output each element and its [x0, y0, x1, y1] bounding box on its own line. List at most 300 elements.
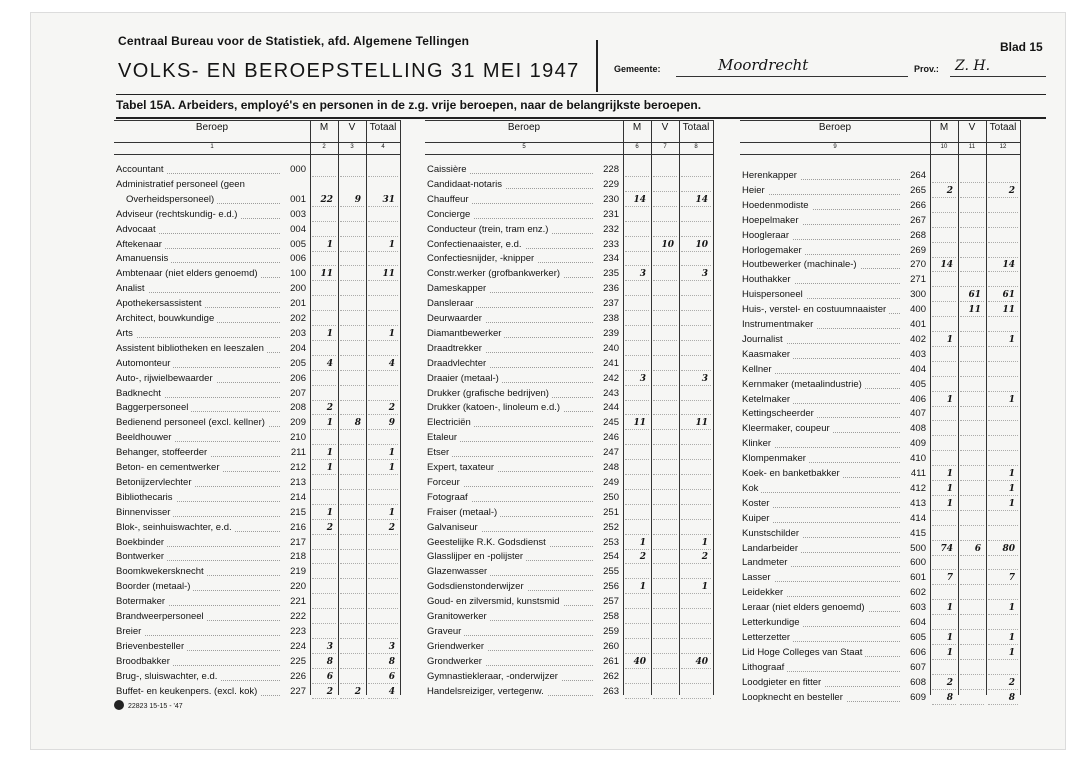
column-divider [338, 120, 339, 695]
occupation-name: Automonteur [116, 358, 173, 370]
field-underline [340, 577, 364, 579]
field-underline [681, 294, 711, 296]
value-totaal: 10 [695, 239, 708, 250]
column-header-m: M [939, 122, 949, 133]
occupation-code: 234 [603, 253, 619, 265]
dot-leader [118, 336, 280, 338]
occupation-name: Godsdienstonderwijzer [427, 581, 527, 593]
organization-name: Centraal Bureau voor de Statistiek, afd. Algemene Tellingen [118, 34, 470, 48]
value-m: 1 [326, 507, 333, 518]
occupation-name: Confectienaaister, e.d. [427, 239, 525, 251]
field-underline [681, 473, 711, 475]
occupation-code: 222 [290, 611, 306, 622]
value-totaal: 1 [1008, 334, 1015, 345]
column-divider [623, 120, 624, 695]
occupation-code: 268 [910, 229, 926, 241]
occupation-name: Conducteur (trein, tram enz.) [427, 224, 551, 236]
field-underline [960, 256, 984, 258]
header-line-mid [740, 142, 1020, 143]
field-underline [625, 220, 649, 222]
occupation-name: Draadtrekker [427, 343, 485, 355]
column-header-v: V [661, 122, 669, 133]
occupation-name: Journalist [742, 334, 786, 346]
occupation-name: Accountant [116, 164, 167, 176]
value-totaal: 14 [695, 194, 708, 205]
field-underline [340, 518, 364, 520]
value-totaal: 11 [1002, 305, 1015, 316]
value-m: 2 [326, 403, 333, 414]
field-underline [625, 399, 649, 401]
field-underline [653, 190, 677, 192]
occupation-code: 219 [290, 566, 306, 578]
field-underline [368, 309, 398, 311]
field-underline [625, 339, 649, 341]
field-underline [988, 449, 1018, 451]
occupation-code: 414 [910, 512, 926, 524]
column-header-m: M [319, 122, 329, 133]
field-underline [988, 598, 1018, 600]
dot-leader [744, 491, 900, 493]
occupation-name: Lasser [742, 572, 774, 584]
occupation-name: Overheidspersoneel) [126, 194, 217, 206]
column-header-m: M [632, 122, 642, 133]
field-underline [988, 241, 1018, 243]
field-underline [625, 235, 649, 237]
occupation-name: Herenkapper [742, 170, 800, 182]
occupation-code: 259 [603, 625, 619, 637]
occupation-name: Kaasmaker [742, 349, 793, 361]
occupation-name: Dansleraar [427, 298, 476, 310]
value-m: 74 [940, 543, 953, 554]
field-underline [653, 235, 677, 237]
occupation-code: 208 [290, 402, 306, 414]
field-underline [340, 652, 364, 654]
occupation-name: Kernmaker (metaalindustrie) [742, 379, 865, 391]
field-underline [368, 235, 398, 237]
occupation-code: 003 [290, 208, 306, 220]
column-header-beroep: Beroep [195, 122, 229, 133]
field-underline [932, 360, 956, 362]
field-underline [681, 607, 711, 609]
field-underline [932, 390, 956, 392]
value-m: 1 [326, 463, 333, 473]
value-m: 40 [633, 656, 646, 667]
value-totaal: 2 [1008, 185, 1015, 196]
occupation-name: Lid Hoge Colleges van Staat [742, 647, 865, 659]
field-underline [312, 309, 336, 311]
occupation-name: Koster [742, 498, 772, 510]
occupation-name: Diamantbewerker [427, 328, 504, 340]
field-underline [960, 270, 984, 272]
value-totaal: 2 [388, 522, 395, 533]
occupation-name: Klompenmaker [742, 453, 809, 465]
field-underline [340, 324, 364, 326]
occupation-name: Draaier (metaal-) [427, 373, 502, 385]
field-underline [681, 697, 711, 699]
value-m: 3 [639, 269, 646, 280]
occupation-code: 005 [290, 238, 306, 250]
field-underline [653, 309, 677, 311]
field-underline [681, 518, 711, 520]
field-underline [368, 443, 398, 445]
field-underline [625, 413, 649, 415]
occupation-code: 229 [603, 178, 619, 190]
occupation-code: 248 [603, 462, 619, 473]
field-underline [653, 339, 677, 341]
occupation-name: Kok [742, 483, 761, 495]
occupation-name: Broodbakker [116, 656, 173, 668]
column-header-v: V [348, 122, 356, 133]
field-underline [368, 264, 398, 266]
occupation-name: Etser [427, 447, 452, 459]
occupation-name: Leraar (niet elders genoemd) [742, 602, 868, 614]
field-underline [340, 667, 364, 669]
value-totaal: 1 [388, 507, 395, 518]
field-underline [625, 324, 649, 326]
field-underline [653, 294, 677, 296]
occupation-code: 221 [290, 596, 306, 608]
occupation-name: Apothekersassistent [116, 298, 205, 310]
occupation-code: 203 [290, 327, 306, 339]
occupation-name: Boorder (metaal-) [116, 581, 193, 593]
occupation-code: 254 [603, 551, 619, 563]
field-underline [932, 226, 956, 228]
occupation-code: 402 [910, 333, 926, 345]
field-underline [653, 562, 677, 564]
occupation-code: 214 [290, 491, 306, 503]
occupation-name: Chauffeur [427, 194, 472, 206]
field-underline [340, 175, 364, 177]
field-underline [681, 235, 711, 237]
field-underline [340, 503, 364, 505]
field-underline [653, 622, 677, 624]
field-underline [932, 539, 956, 541]
occupation-code: 253 [603, 536, 619, 548]
field-underline [988, 211, 1018, 213]
field-underline [681, 533, 711, 535]
value-totaal: 3 [701, 269, 708, 280]
gemeente-underline [676, 76, 908, 77]
value-totaal: 3 [701, 373, 708, 384]
field-underline [340, 548, 364, 550]
field-underline [653, 682, 677, 684]
field-underline [625, 473, 649, 475]
occupation-name: Kettingscheerder [742, 408, 817, 420]
field-underline [312, 503, 336, 505]
column-divider [1020, 120, 1021, 695]
field-underline [368, 324, 398, 326]
field-underline [681, 577, 711, 579]
value-v: 9 [354, 194, 361, 205]
field-underline [625, 175, 649, 177]
field-underline [340, 235, 364, 237]
occupation-code: 206 [290, 372, 306, 384]
field-underline [625, 443, 649, 445]
field-underline [681, 354, 711, 356]
occupation-name: Drukker (katoen-, linoleum e.d.) [427, 402, 563, 414]
occupation-code: 247 [603, 447, 619, 459]
column-number: 9 [833, 144, 837, 150]
occupation-name: Glasslijper en -polijster [427, 551, 526, 563]
header-divider [596, 40, 598, 92]
occupation-name: Lithograaf [742, 662, 787, 674]
occupation-name: Beeldhouwer [116, 432, 174, 444]
field-underline [653, 548, 677, 550]
province-label: Prov.: [914, 64, 939, 74]
occupation-name: Galvaniseur [427, 522, 481, 534]
value-totaal: 7 [1008, 573, 1015, 584]
occupation-code: 233 [603, 238, 619, 250]
occupation-name: Beton- en cementwerker [116, 462, 223, 474]
field-underline [653, 443, 677, 445]
occupation-name: Badknecht [116, 388, 164, 400]
occupation-name: Kunstschilder [742, 528, 802, 540]
occupation-code: 265 [910, 184, 926, 196]
value-m: 3 [639, 373, 646, 384]
field-underline [312, 384, 336, 386]
occupation-name: Caissière [427, 164, 470, 176]
header-line-bottom [740, 154, 1020, 155]
occupation-name: Brug-, sluiswachter, e.d. [116, 671, 220, 683]
field-underline [368, 354, 398, 356]
field-underline [960, 419, 984, 421]
field-underline [312, 235, 336, 237]
field-underline [960, 628, 984, 630]
field-underline [932, 375, 956, 377]
occupation-name: Instrumentmaker [742, 319, 816, 331]
occupation-code: 264 [910, 170, 926, 181]
occupation-code: 262 [603, 670, 619, 682]
occupation-code: 223 [290, 625, 306, 637]
sheet-number: Blad 15 [1000, 40, 1043, 54]
occupation-name: Drukker (grafische bedrijven) [427, 388, 552, 400]
occupation-name: Boekbinder [116, 537, 167, 549]
occupation-name: Houthakker [742, 274, 794, 286]
occupation-name: Huis-, verstel- en costuumnaaister [742, 304, 889, 316]
occupation-name: Houtbewerker (machinale-) [742, 259, 860, 271]
occupation-name: Adviseur (rechtskundig- e.d.) [116, 209, 240, 221]
field-underline [312, 607, 336, 609]
occupation-code: 412 [910, 482, 926, 494]
field-underline [681, 220, 711, 222]
occupation-code: 216 [290, 521, 306, 533]
occupation-name: Constr.werker (grofbankwerker) [427, 268, 563, 280]
field-underline [312, 488, 336, 490]
occupation-code: 240 [603, 342, 619, 354]
occupation-name: Auto-, rijwielbewaarder [116, 373, 216, 385]
occupation-code: 269 [910, 244, 926, 256]
value-m: 4 [326, 358, 333, 369]
value-totaal: 31 [382, 194, 395, 205]
field-underline [960, 643, 984, 645]
field-underline [681, 190, 711, 192]
occupation-code: 202 [290, 313, 306, 324]
field-underline [312, 443, 336, 445]
occupation-code: 204 [290, 342, 306, 354]
column-header-v: V [968, 122, 976, 133]
field-underline [625, 682, 649, 684]
occupation-code: 228 [603, 164, 619, 175]
occupation-code: 605 [910, 631, 926, 643]
field-underline [932, 434, 956, 436]
value-totaal: 1 [1008, 647, 1015, 658]
field-underline [653, 369, 677, 371]
value-totaal: 1 [388, 448, 395, 459]
field-underline [960, 241, 984, 243]
field-underline [960, 464, 984, 466]
occupation-code: 608 [910, 676, 926, 688]
occupation-name: Griendwerker [427, 641, 487, 653]
value-m: 22 [320, 194, 333, 205]
occupation-name: Concierge [427, 209, 473, 221]
value-m: 1 [946, 334, 953, 345]
field-underline [681, 652, 711, 654]
occupation-name: Blok-, seinhuiswachter, e.d. [116, 522, 235, 534]
value-m: 1 [946, 469, 953, 479]
occupation-name: Handelsreiziger, vertegenw. [427, 686, 547, 698]
field-underline [932, 330, 956, 332]
field-underline [340, 413, 364, 415]
field-underline [340, 458, 364, 460]
print-code: 22823 15-15 - '47 [128, 703, 183, 710]
occupation-code: 220 [290, 581, 306, 593]
header-line-top [425, 120, 713, 121]
field-underline [368, 637, 398, 639]
field-underline [625, 369, 649, 371]
field-underline [988, 434, 1018, 436]
occupation-code: 215 [290, 506, 306, 518]
value-m: 1 [326, 448, 333, 459]
field-underline [340, 562, 364, 564]
field-underline [653, 354, 677, 356]
occupation-code: 226 [290, 670, 306, 682]
field-underline [960, 479, 984, 481]
value-totaal: 61 [1002, 290, 1015, 301]
field-underline [653, 279, 677, 281]
value-totaal: 2 [701, 552, 708, 563]
occupation-name: Granitowerker [427, 611, 490, 623]
field-underline [312, 264, 336, 266]
value-m: 2 [946, 677, 953, 688]
value-totaal: 8 [1008, 692, 1015, 703]
field-underline [368, 384, 398, 386]
occupation-code: 236 [603, 283, 619, 295]
occupation-name: Koek- en banketbakker [742, 468, 843, 480]
field-underline [625, 518, 649, 520]
occupation-name: Candidaat-notaris [427, 179, 505, 191]
occupation-code: 004 [290, 223, 306, 235]
occupation-code: 232 [603, 223, 619, 235]
column-header-totaal: Totaal [682, 122, 710, 133]
occupation-name: Glazenwasser [427, 566, 490, 578]
field-underline [960, 330, 984, 332]
header-rule [116, 94, 1046, 95]
occupation-code: 413 [910, 497, 926, 509]
field-underline [988, 524, 1018, 526]
occupation-code: 257 [603, 596, 619, 608]
occupation-code: 400 [910, 304, 926, 316]
value-m: 6 [326, 671, 333, 682]
value-m: 2 [326, 686, 333, 697]
value-m: 1 [326, 418, 333, 429]
field-underline [340, 354, 364, 356]
field-underline [653, 264, 677, 266]
form-title: VOLKS- EN BEROEPSTELLING 31 MEI 1947 [118, 60, 580, 82]
occupation-code: 609 [910, 691, 926, 703]
occupation-code: 235 [603, 268, 619, 280]
value-totaal: 1 [388, 463, 395, 473]
field-underline [960, 583, 984, 585]
field-underline [625, 488, 649, 490]
value-m: 1 [946, 647, 953, 658]
field-underline [312, 622, 336, 624]
occupation-name: Baggerpersoneel [116, 402, 191, 414]
occupation-name: Brandweerpersoneel [116, 611, 207, 623]
occupation-name: Forceur [427, 477, 463, 489]
field-underline [932, 285, 956, 287]
occupation-code: 600 [910, 557, 926, 569]
field-underline [932, 628, 956, 630]
occupation-code: 250 [603, 491, 619, 503]
header-line-mid [114, 142, 400, 143]
field-underline [988, 226, 1018, 228]
value-totaal: 1 [388, 239, 395, 250]
value-m: 1 [946, 603, 953, 614]
value-m: 1 [639, 582, 646, 593]
field-underline [340, 384, 364, 386]
occupation-code: 405 [910, 378, 926, 390]
field-underline [312, 592, 336, 594]
field-underline [932, 315, 956, 317]
field-underline [368, 503, 398, 505]
field-underline [340, 264, 364, 266]
occupation-name: Advocaat [116, 224, 159, 236]
field-underline [653, 637, 677, 639]
field-underline [960, 449, 984, 451]
field-underline [625, 533, 649, 535]
value-v: 10 [661, 239, 674, 250]
field-underline [625, 294, 649, 296]
field-underline [960, 375, 984, 377]
dot-leader [429, 455, 593, 457]
field-underline [625, 503, 649, 505]
field-underline [932, 464, 956, 466]
field-underline [681, 399, 711, 401]
occupation-code: 227 [290, 685, 306, 697]
occupation-code: 001 [290, 193, 306, 205]
value-totaal: 1 [1008, 469, 1015, 479]
column-number: 8 [694, 144, 698, 150]
occupation-name: Fotograaf [427, 492, 471, 504]
occupation-name: Confectiesnijder, -knipper [427, 253, 537, 265]
field-underline [932, 256, 956, 258]
field-underline [988, 628, 1018, 630]
value-m: 11 [320, 269, 333, 280]
column-number: 3 [350, 144, 354, 150]
column-number: 7 [663, 144, 667, 150]
value-totaal: 1 [1008, 483, 1015, 494]
field-underline [653, 697, 677, 699]
occupation-name: Letterzetter [742, 632, 793, 644]
field-underline [960, 703, 984, 705]
field-underline [681, 324, 711, 326]
value-m: 1 [639, 537, 646, 548]
field-underline [960, 539, 984, 541]
field-underline [681, 339, 711, 341]
occupation-name: Grondwerker [427, 656, 485, 668]
value-v: 11 [968, 305, 981, 316]
field-underline [653, 428, 677, 430]
